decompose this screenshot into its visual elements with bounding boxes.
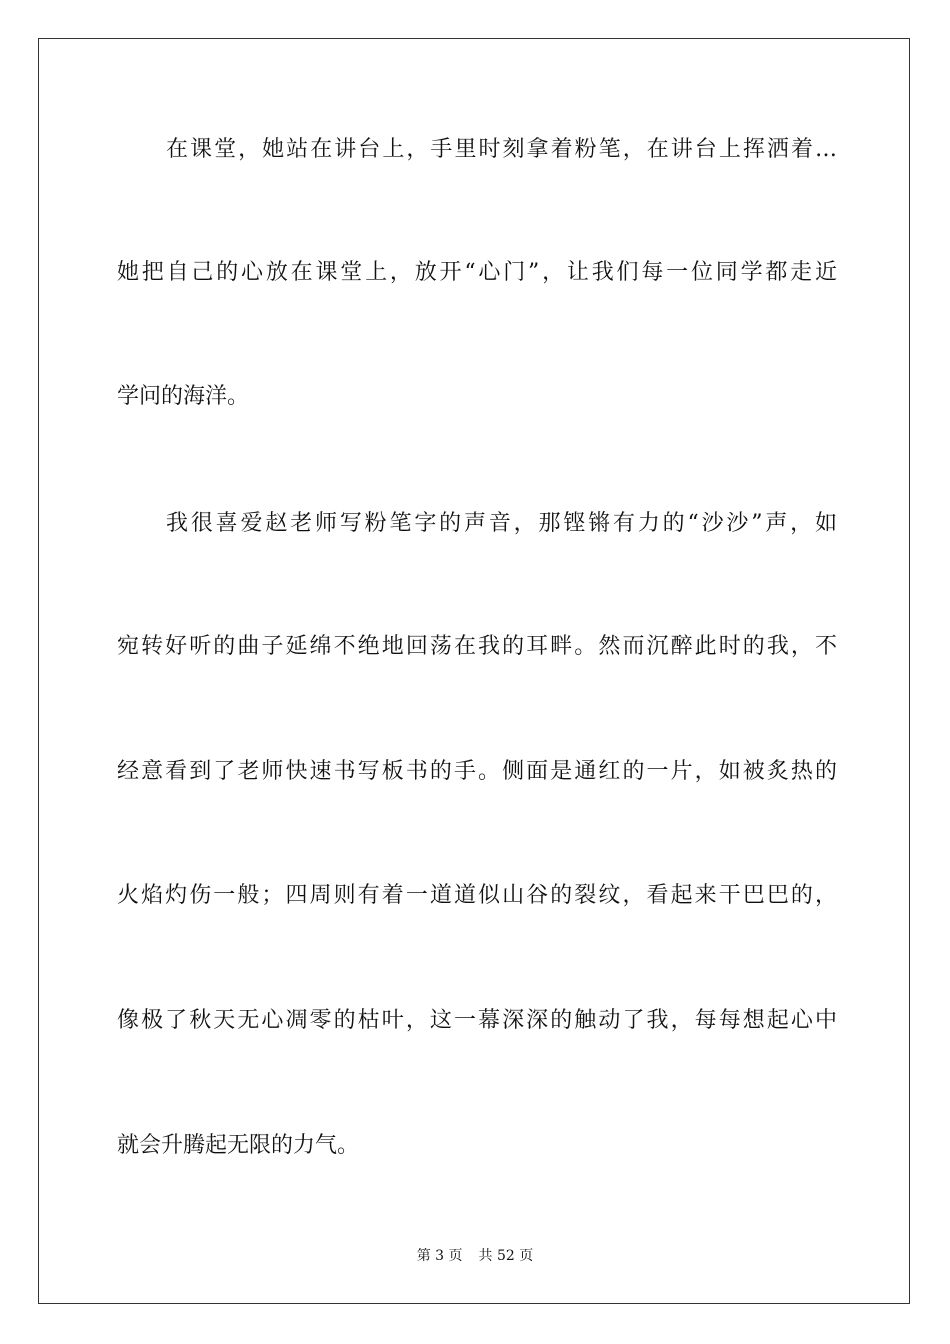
page-border [38, 38, 910, 1304]
paragraph-2-line-4: 火焰灼伤一般；四周则有着一道道似山谷的裂纹，看起来干巴巴的， [117, 883, 837, 908]
paragraph-2-line-1: 我很喜爱赵老师写粉笔字的声音，那铿锵有力的“沙沙”声，如 [166, 511, 837, 536]
paragraph-1-line-2: 她把自己的心放在课堂上，放开“心门”，让我们每一位同学都走近 [117, 260, 837, 285]
paragraph-2-line-6: 就会升腾起无限的力气。 [117, 1133, 360, 1158]
paragraph-1-line-1: 在课堂，她站在讲台上，手里时刻拿着粉笔，在讲台上挥洒着… [166, 137, 837, 162]
paragraph-2-line-5: 像极了秋天无心凋零的枯叶，这一幕深深的触动了我，每每想起心中 [117, 1008, 837, 1033]
paragraph-2-line-3: 经意看到了老师快速书写板书的手。侧面是通红的一片，如被炙热的 [117, 759, 837, 784]
page-number: 第 3 页 [416, 1248, 463, 1264]
page-footer [0, 1247, 950, 1265]
page-total: 共 52 页 [478, 1248, 534, 1264]
paragraph-2-line-2: 宛转好听的曲子延绵不绝地回荡在我的耳畔。然而沉醉此时的我，不 [117, 634, 837, 659]
paragraph-1-line-3: 学问的海洋。 [117, 384, 250, 409]
